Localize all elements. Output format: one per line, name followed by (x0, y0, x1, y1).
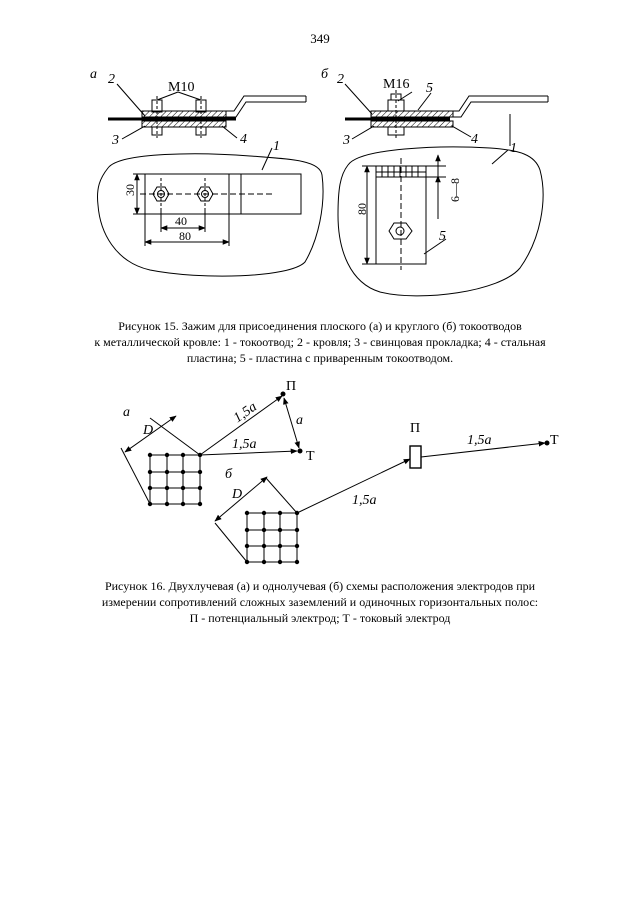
figure16-b-labels (225, 421, 559, 508)
fig15-a-bolt: М10 (168, 80, 195, 95)
figure15-caption-line-1: Рисунок 15. Зажим для присоединения плоского (а) и круглого (б) токоотводов (118, 319, 522, 333)
fig16-a-label-P: П (286, 379, 297, 394)
figure15-b-labels (321, 67, 517, 244)
fig15-a-label-4: 4 (240, 132, 247, 147)
figure16-b-scheme (215, 441, 550, 565)
fig16-b-variant: б (225, 467, 233, 482)
fig15-b-variant: б (321, 67, 329, 82)
fig15-b-label-5: 5 (439, 229, 446, 244)
fig15-b-bolt: М16 (383, 77, 410, 92)
fig16-b-label-T: Т (550, 433, 559, 448)
fig15-a-label-2: 2 (108, 72, 115, 87)
figure16-caption-line-1: Рисунок 16. Двухлучевая (а) и однолучевая (б) схемы расположения электродов при (104, 579, 536, 593)
fig16-a-grid (150, 455, 200, 504)
fig15-a-dim-80: 80 (179, 229, 191, 243)
fig15-a-dim-30: 30 (123, 184, 137, 196)
fig16-a-label-T: Т (306, 449, 315, 464)
fig16-b-label-15a: 1,5а (352, 493, 377, 508)
figure15-caption-line-3: пластина; 5 - пластина с приваренным токоотводом. (186, 351, 454, 365)
fig15-a-dim-40: 40 (175, 214, 187, 228)
figure16-caption-line-2: измерении сопротивлений сложных заземлений и одиночных горизонтальных полос: (101, 595, 539, 609)
fig15-b-label-4: 4 (471, 132, 478, 147)
figure15-a-labels (90, 67, 280, 243)
fig16-a-label-D: D (143, 423, 154, 438)
fig15-a-variant: а (90, 67, 97, 82)
figure16-caption-line-3: П - потенциальный электрод; Т - токовый электрод (189, 611, 451, 625)
fig16-a-label-15a-diag: 1,5а (231, 399, 260, 426)
fig15-b-label-2: 2 (337, 72, 344, 87)
fig15-b-label-5-top: 5 (426, 81, 433, 96)
page-number: 349 (310, 31, 330, 46)
fig15-a-label-1: 1 (273, 139, 280, 154)
figure15-b-plan (338, 147, 543, 296)
fig16-a-label-a: а (296, 413, 303, 428)
figure16-caption (60, 578, 580, 626)
fig15-b-label-1: 1 (510, 141, 517, 156)
figure15-caption (60, 318, 580, 366)
fig15-b-label-3: 3 (343, 133, 350, 148)
fig15-b-dim-6-8: 6—8 (448, 178, 462, 202)
fig15-b-dim-80: 80 (355, 203, 369, 215)
fig16-b-label-15a-right: 1,5а (467, 433, 492, 448)
figure15-a-plan (97, 154, 323, 276)
fig16-b-label-P: П (410, 421, 421, 436)
fig16-b-label-D: D (232, 487, 243, 502)
figure15-b-clamp (345, 84, 548, 146)
fig15-a-label-3: 3 (112, 133, 119, 148)
fig16-b-grid (247, 513, 297, 562)
figure15-caption-line-2: к металлической кровле: 1 - токоотвод; 2 - кровля; 3 - свинцовая прокладка; 4 - стальная (94, 335, 546, 349)
fig16-a-variant: а (123, 405, 130, 420)
fig16-a-label-15a: 1,5а (232, 437, 257, 452)
